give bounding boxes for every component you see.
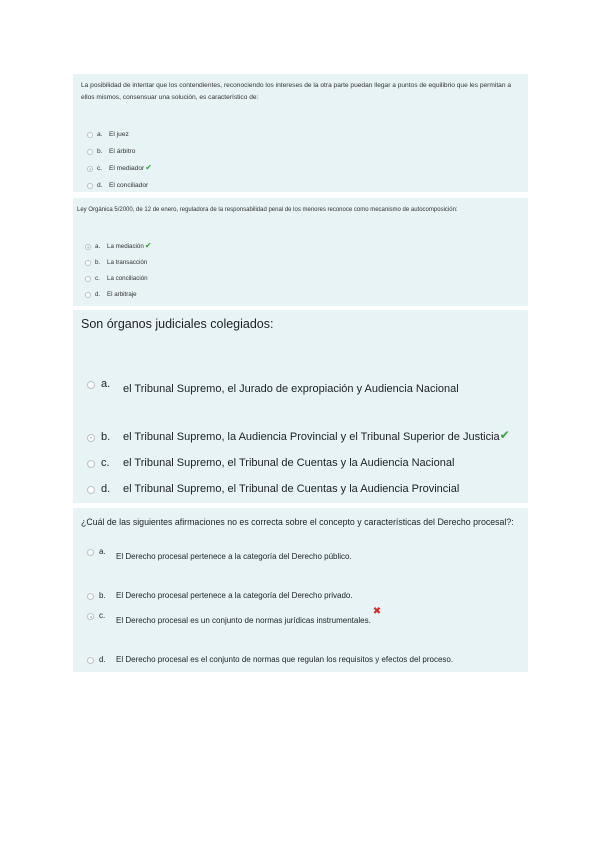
question-text: Son órganos judiciales colegiados:	[81, 317, 274, 331]
question-1	[73, 74, 528, 192]
option-label: El Derecho procesal es el conjunto de normas que regulan los requisitos y efectos del proceso.	[116, 655, 454, 664]
incorrect-cross-icon: ✖	[372, 606, 382, 617]
option-c[interactable]	[87, 165, 524, 172]
option-a[interactable]	[87, 547, 524, 561]
radio-button[interactable]	[85, 260, 91, 266]
radio-button[interactable]	[87, 381, 95, 389]
question-4	[73, 508, 528, 672]
question-text: Ley Orgánica 5/2000, de 12 de enero, reguladora de la responsabilidad penal de los menores reconoce como mecanismo de autocomposición:	[77, 207, 458, 213]
option-d[interactable]	[87, 182, 524, 189]
option-label: La conciliación	[107, 275, 148, 282]
radio-button-selected[interactable]	[87, 613, 94, 620]
option-letter: d.	[101, 483, 111, 495]
radio-button[interactable]	[87, 486, 95, 494]
option-letter: c.	[99, 611, 106, 620]
radio-button[interactable]	[87, 593, 94, 600]
option-b[interactable]	[85, 259, 524, 266]
option-letter: b.	[95, 259, 101, 266]
option-letter: c.	[95, 275, 100, 282]
radio-button[interactable]	[87, 149, 93, 155]
radio-button-selected[interactable]	[87, 434, 95, 442]
radio-button[interactable]	[85, 276, 91, 282]
option-label: el Tribunal Supremo, el Tribunal de Cuentas y la Audiencia Provincial	[123, 483, 460, 495]
option-label: El mediador	[109, 165, 145, 172]
option-b[interactable]	[87, 148, 524, 155]
question-3	[73, 310, 528, 503]
option-letter: b.	[101, 431, 111, 443]
option-letter: c.	[97, 165, 103, 172]
option-b[interactable]	[87, 428, 524, 443]
option-label: La transacción	[107, 259, 148, 266]
question-2	[73, 198, 528, 306]
option-label: La mediación	[107, 243, 144, 250]
radio-button-selected[interactable]	[87, 166, 93, 172]
option-label: el Tribunal Supremo, el Tribunal de Cuentas y la Audiencia Nacional	[123, 457, 455, 469]
correct-check-icon: ✔	[144, 241, 152, 250]
option-letter: d.	[95, 291, 101, 298]
question-text: La posibilidad de intentar que los contendientes, reconociendo los intereses de la otra parte puedan llegar a puntos de equilibrio que les permitan a ellos mismos, consensuar una solución, es característico de:	[81, 82, 511, 101]
option-letter: a.	[95, 243, 101, 250]
option-d[interactable]	[85, 291, 524, 298]
option-d[interactable]	[87, 483, 524, 495]
option-label: El Derecho procesal pertenece a la categoría del Derecho público.	[116, 552, 352, 561]
option-c[interactable]	[85, 275, 524, 282]
correct-check-icon: ✔	[499, 428, 510, 442]
option-letter: c.	[101, 457, 110, 469]
radio-button[interactable]	[87, 460, 95, 468]
option-label: El Derecho procesal es un conjunto de normas jurídicas instrumentales.	[116, 616, 371, 625]
option-c[interactable]	[87, 457, 524, 469]
option-label: El conciliador	[109, 182, 149, 189]
option-label: el Tribunal Supremo, la Audiencia Provincial y el Tribunal Superior de Justicia	[123, 431, 500, 443]
radio-button-selected[interactable]	[85, 244, 91, 250]
radio-button[interactable]	[85, 292, 91, 298]
option-d[interactable]	[87, 655, 524, 664]
radio-button[interactable]	[87, 183, 93, 189]
option-label: El juez	[109, 131, 129, 138]
option-a[interactable]	[85, 243, 524, 250]
option-label: El Derecho procesal pertenece a la categoría del Derecho privado.	[116, 591, 353, 600]
option-letter: d.	[97, 182, 103, 189]
option-a[interactable]	[87, 378, 524, 395]
option-label: El árbitro	[109, 148, 136, 155]
option-letter: b.	[97, 148, 103, 155]
correct-check-icon: ✔	[145, 163, 152, 172]
question-text: ¿Cuál de las siguientes afirmaciones no es correcta sobre el concepto y características del Derecho procesal?:	[81, 517, 514, 527]
option-b[interactable]	[87, 591, 524, 600]
option-label: el Tribunal Supremo, el Jurado de expropiación y Audiencia Nacional	[123, 383, 459, 395]
option-letter: a.	[97, 131, 103, 138]
option-letter: a.	[99, 547, 106, 556]
option-a[interactable]	[87, 131, 524, 138]
radio-button[interactable]	[87, 549, 94, 556]
option-label: El arbitraje	[107, 291, 137, 298]
radio-button[interactable]	[87, 132, 93, 138]
option-letter: b.	[99, 591, 106, 600]
option-letter: d.	[99, 655, 106, 664]
option-letter: a.	[101, 378, 111, 390]
option-c[interactable]	[87, 606, 524, 625]
radio-button[interactable]	[87, 657, 94, 664]
